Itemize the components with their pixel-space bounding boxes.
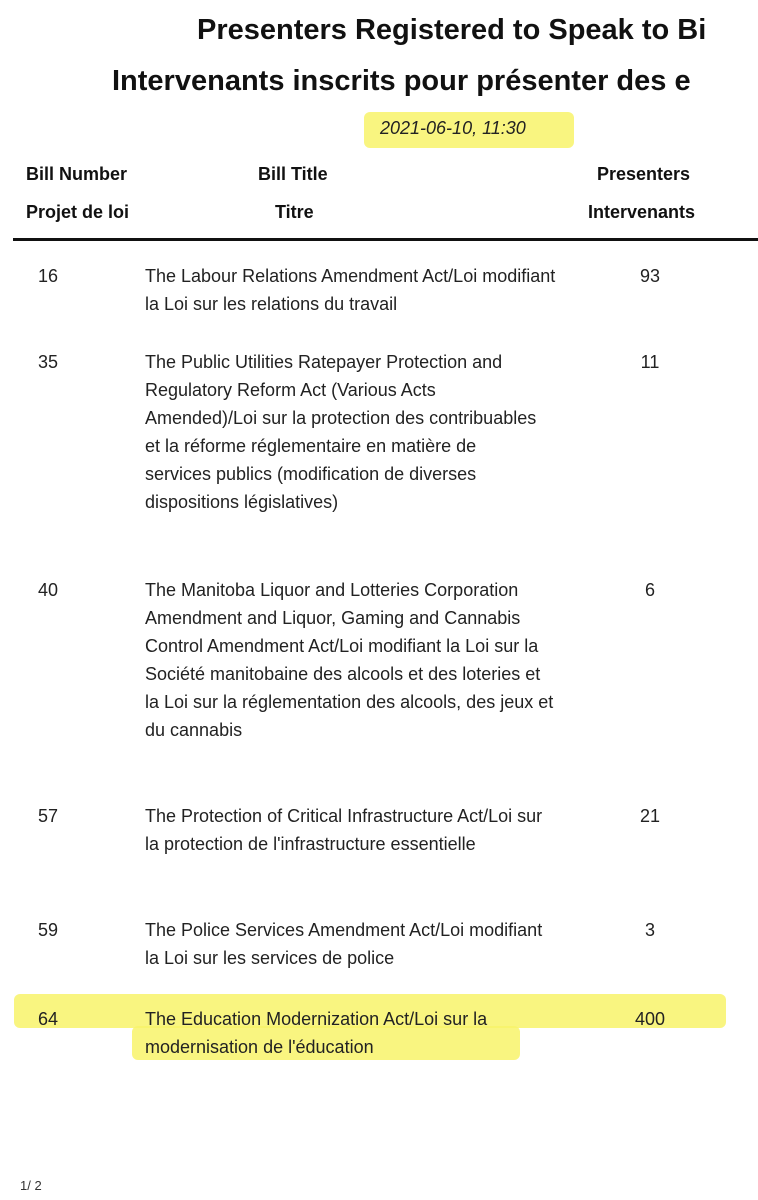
bill-title: The Police Services Amendment Act/Loi modifiant la Loi sur les services de police [145,920,543,968]
header-bill-title-fr: Titre [275,202,314,222]
presenter-count: 11 [640,352,660,372]
header-bill-number-fr: Projet de loi [26,202,130,222]
header-rule [13,238,758,241]
header-bill-number: Bill Number [26,164,128,184]
bill-number: 57 [38,806,59,826]
presenter-count: 3 [644,920,655,940]
timestamp: 2021-06-10, 11:30 [380,118,526,138]
title-english: Presenters Registered to Speak to Bi [197,14,707,46]
title-french: Intervenants inscrits pour présenter des e [112,65,691,97]
presenter-count: 6 [644,580,655,600]
bill-title: The Protection of Critical Infrastructure Act/Loi sur la protection de l'infrastructure essentielle [145,806,543,854]
bill-number: 35 [38,352,59,372]
bill-title: The Education Modernization Act/Loi sur la modernisation de l'éducation [145,1009,488,1057]
bill-number: 40 [38,580,59,600]
bill-title: The Labour Relations Amendment Act/Loi modifiant la Loi sur les relations du travail [145,266,556,314]
bill-number: 59 [38,920,59,940]
presenter-count: 93 [639,266,661,286]
page-number: 1/ 2 [20,1178,42,1193]
bill-number: 64 [38,1009,59,1029]
header-presenters: Presenters [597,164,691,184]
presenter-count: 400 [634,1009,666,1029]
bill-title: The Manitoba Liquor and Lotteries Corporation Amendment and Liquor, Gaming and Cannabis Control Amendment Act/Loi modifiant la Loi sur la Société manitobaine des alcools et des loteries et la Loi sur la réglementation des alcools, des jeux et du cannabis [145,580,554,740]
bill-number: 16 [38,266,59,286]
bill-title: The Public Utilities Ratepayer Protection and Regulatory Reform Act (Various Acts Amended)/Loi sur la protection des contribuables et la réforme réglementaire en matière de services publics (modification de diverses dispositions législatives) [145,352,537,512]
header-presenters-fr: Intervenants [588,202,696,222]
header-bill-title: Bill Title [258,164,328,184]
presenter-count: 21 [639,806,661,826]
